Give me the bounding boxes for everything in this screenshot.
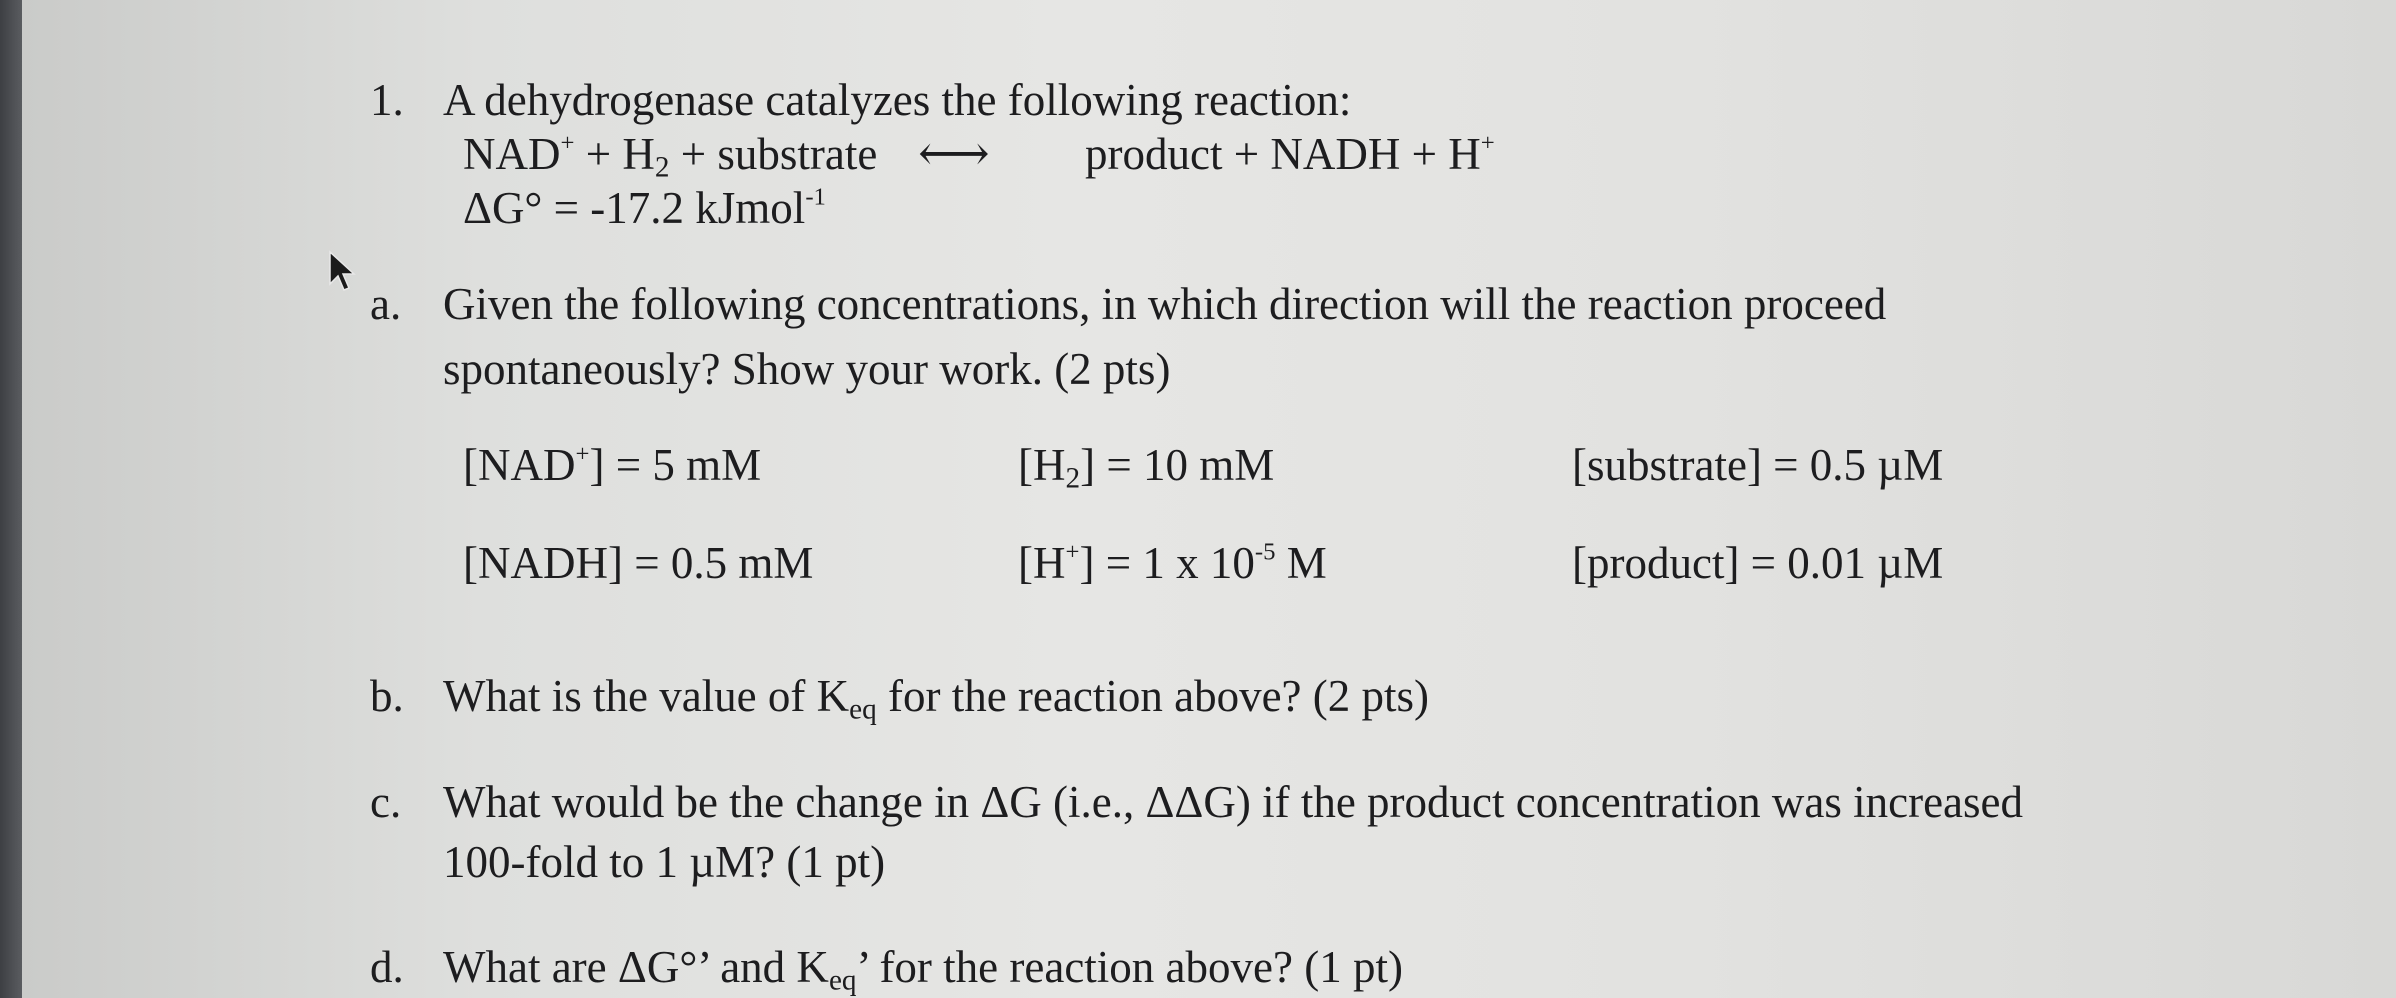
conc-nadh: [NADH] = 0.5 mM bbox=[463, 538, 814, 588]
part-b-letter: b. bbox=[370, 671, 404, 721]
part-c-line1: What would be the change in ΔG (i.e., ΔΔG) if the product concentration was increased bbox=[443, 777, 2024, 827]
delta-g-standard: ΔG° = -17.2 kJmol$^{-1}$ bbox=[463, 183, 826, 233]
question-number: 1. bbox=[370, 75, 404, 125]
conc-hplus: [H+] = 1 x $10^{-5}$ M bbox=[1018, 538, 1327, 588]
conc-nad: [NAD+] = 5 mM bbox=[463, 440, 762, 490]
monitor-bezel bbox=[0, 0, 22, 998]
reversible-arrow-icon: ⟷ bbox=[918, 125, 990, 181]
question-intro: A dehydrogenase catalyzes the following reaction: bbox=[443, 75, 1352, 125]
part-c-line2: 100-fold to 1 µM? (1 pt) bbox=[443, 837, 886, 887]
mouse-cursor-icon bbox=[328, 250, 358, 292]
part-a-line1: Given the following concentrations, in which direction will the reaction proceed bbox=[443, 279, 1887, 329]
reaction-equation bbox=[463, 129, 878, 184]
part-c-letter: c. bbox=[370, 777, 402, 827]
part-a-letter: a. bbox=[370, 279, 402, 329]
part-d-text: What are ΔG°’ and $K_{eq}$’ for the reaction above? (1 pt) bbox=[443, 942, 1403, 997]
part-b-text: What is the value of $K_{eq}$ for the reaction above? (2 pts) bbox=[443, 671, 1429, 726]
part-a-line2: spontaneously? Show your work. (2 pts) bbox=[443, 344, 1171, 394]
conc-h2: $[H_2] = 10$ mM bbox=[1018, 440, 1275, 495]
part-d-letter: d. bbox=[370, 942, 404, 992]
reaction-left: $NAD^+ + H_2$ + substrate bbox=[463, 129, 878, 184]
conc-substrate: [substrate] = 0.5 µM bbox=[1572, 440, 1944, 490]
conc-product: [product] = 0.01 µM bbox=[1572, 538, 1944, 588]
reaction-right: product + NADH + H+ bbox=[1085, 129, 1495, 179]
